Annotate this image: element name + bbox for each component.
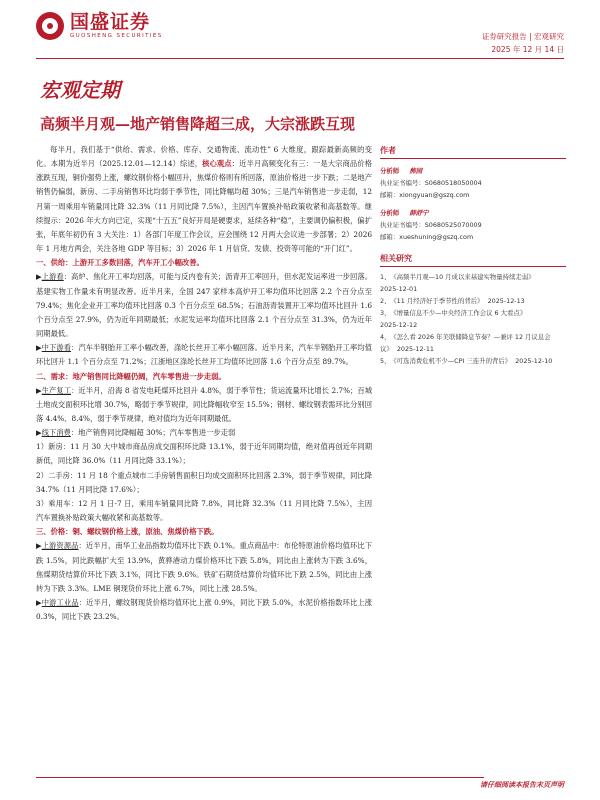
- report-type: 证券研究报告 | 宏观研究: [481, 32, 564, 41]
- section-supply-title: 一、供给：上游开工多数回落，汽车开工小幅改善。: [36, 258, 204, 268]
- report-date: 2025 年 12 月 14 日: [491, 45, 564, 54]
- core-label: 核心观点：: [202, 159, 240, 169]
- demand-newhouse-paragraph: 1）新房：11 月 30 大中城市商品房成交面积环比降 13.1%，弱于近年同期均值，绝对值再创近年同期新低，同比降 36.0%（11 月同比降 33.1%）；: [36, 442, 372, 466]
- supply-midstream-paragraph: ▶中下游看：汽车半钢胎开工率小幅改善，涤纶长丝开工率小幅回落。近半月来，汽车半钢胎开工率均值环比回升 1.1 个百分点至 71.2%；江浙地区涤纶长丝开工均值环比回落 1.6 个百分点至 89.7%。: [36, 343, 373, 367]
- logo-icon: [36, 12, 64, 40]
- core-text: 近半月高频变化有三：一是大宗商品价格涨跌互现，铜价强势上涨，螺纹钢价格小幅回升，焦煤价格则有所回落，原油价格进一步下跌；二是地产销售仍偏弱，新房、二手房销售环比均弱于季节性，同比降幅均超 30%；三是汽车销售进一步走弱，12 月第一周乘用车销量同比降 32.3%（11 月同比降 7.5%），主因汽车置换补贴政策收紧和高基数等。继续提示：2026 年大方向已定，实现“十五五”良好开局是硬要求，延续各种“稳”，主要调仍偏积极，偏扩张，年底年初仍有 3 大关注：1）各部门年度工作会议，应会围绕 12 月两大会议进一步部署；2）2026 年 1 月地方两会，关注各地 GDP 等目标；3）2026 年 1 月信贷、发债、投资等可能的“开门红”。: [36, 159, 372, 254]
- report-category: 宏观定期: [40, 78, 120, 102]
- main-body: [36, 143, 372, 624]
- related-item-4[interactable]: 4、 《怎么看 2026 年美联储降息节奏？—兼评 12 月议息会议》 2025-12-11: [380, 333, 551, 353]
- price-upstream-paragraph: ▶上游资源品：近半月，南华工业品指数均值环比下跌 0.1%。重点商品中：布伦特原油价格均值环比下跌 1.5%，同比跌幅扩大至 13.9%，黄骅港动力煤价格环比下跌 5.8%，同比由上涨转为下跌 3.6%，焦煤期货结算价环比下跌 3.1%，同比下跌 9.6%。铁矿石期货结算价均值环比下跌 2.5%，同比由上涨转为下跌 3.3%。LME 铜现货价环比上涨 6.7%，同比上涨 28.5%。: [36, 541, 373, 593]
- logo-name-cn: 国盛证券: [70, 11, 151, 33]
- demand-consumption-paragraph: ▶线下消费：地产销售同比降幅超 30%；汽车零售进一步走弱: [36, 428, 236, 438]
- related-item-2[interactable]: 2、 《11 月经济好于季节性的背后》 2025-12-13: [380, 297, 525, 305]
- price-midstream-paragraph: ▶中游工业品：近半月，螺纹钢现货价格均值环比上涨 0.9%，同比下跌 5.0%，水泥价格指数环比上涨 0.3%，同比下跌 23.2%。: [36, 598, 373, 622]
- related-item-1[interactable]: 1、 《高频半月观—10 月成以来基建实物量持续走弱》 2025-12-01: [380, 273, 535, 293]
- intro-paragraph: 每半月，我们基于“供给、需求、价格、库存、交通物流、流动性” 6 大维度，跟踪最新高频的变化。本期为近半月（2025.12.01—12.14）综述，核心观点：近半月高频变化有三：一是大宗商品价格涨跌互现，铜价强势上涨，螺纹钢价格小幅回升，焦煤价格则有所回落，原油价格进一步下跌；二是地产销售仍偏弱，新房、二手房销售环比均弱于季节性，同比降幅均超 30%；三是汽车销售进一步走弱，12 月第一周乘用车销量同比降 32.3%（11 月同比降 7.5%），主因汽车置换补贴政策收紧和高基数等。继续提示：2026 年大方向已定，实现“十五五”良好开局是硬要求，延续各种“稳”，主要调仍偏积极，偏扩张，年底年初仍有 3 大关注：1）各部门年度工作会议，应会围绕 12 月两大会议进一步部署；2）2026 年 1 月地方两会，关注各地 GDP 等目标；3）2026 年 1 月信贷、发债、投资等可能的“开门红”。: [36, 145, 372, 254]
- analyst-2-email[interactable]: 邮箱：xueshuning@gszq.com: [380, 233, 474, 241]
- company-logo: [36, 12, 163, 40]
- authors-heading: 作者: [380, 143, 566, 159]
- section-demand-title: 二、需求：地产销售同比降幅仍阔，汽车零售进一步走弱。: [36, 371, 226, 381]
- analyst-1-email[interactable]: 邮箱：xiongyuan@gszq.com: [380, 191, 470, 199]
- demand-production-paragraph: ▶生产复工：近半月，沿海 8 省发电耗煤环比回升 4.8%，弱于季节性；货运流量环比增长 2.7%；百城土地成交面积环比增 30.7%，略弱于季节规律，同比降幅收窄至 15.5%；钢材、螺纹钢表需环比分别回落 4.4%、8.4%，弱于季节规律，绝对值均为近年同期最低。: [36, 385, 373, 423]
- footer-disclaimer: 请仔细阅读本报告末页声明: [36, 780, 564, 790]
- logo-name-en: GUOSHENG SECURITIES: [70, 33, 163, 39]
- analyst-1-license: 执业证书编号：S0680518050004: [380, 179, 482, 187]
- analyst-2: 分析师 薛舒宁: [380, 209, 429, 217]
- sidebar: [380, 143, 566, 367]
- related-research-heading: 相关研究: [380, 251, 566, 267]
- related-item-3[interactable]: 3、 《增量信息不少—中央经济工作会议 6 大看点》 2025-12-12: [380, 309, 527, 329]
- related-item-5[interactable]: 5、 《可选消费危机不少—CPI 三连升的背后》 2025-12-10: [380, 357, 553, 365]
- analyst-2-license: 执业证书编号：S0680525070009: [380, 221, 482, 229]
- analyst-1: 分析师 熊园: [380, 167, 423, 175]
- section-price-title: 三、价格：铜、螺纹钢价格上涨，原油、焦煤价格下跌。: [36, 527, 219, 537]
- report-title: 高频半月观—地产销售降超三成，大宗涨跌互现: [40, 115, 356, 133]
- demand-cars-paragraph: 3）乘用车：12 月 1 日-7 日，乘用车销量同比降 7.8%，同比降 32.3%（11 月同比降 7.5%），主因汽车置换补贴政策大幅收紧和高基数等。: [36, 498, 372, 523]
- demand-secondhand-paragraph: 2）二手房：11 月 18 个重点城市二手房销售面积日均成交面积环比回落 2.3%，弱于季节规律，同比降 34.7%（11 月同比降 17.6%）；: [36, 470, 372, 494]
- supply-upstream-paragraph: ▶上游看：高炉、焦化开工率均回落，可能与反内卷有关；沥青开工率回升，但水泥发运率进一步回落。基建实物工作量未有明显改善。近半月来，全国 247 家样本高炉开工率均值环比回落 2.2 个百分点至 79.4%；焦化企业开工率均值环比回落 0.3 个百分点至 68.5%；石油沥青装置开工率均值环比回升 1.6 个百分点至 27.9%，仍为近年同期最低；水泥发运率均值环比回落 2.1 个百分点至 31.3%，仍为近年同期最低。: [36, 272, 373, 339]
- report-header: [0, 0, 600, 60]
- header-divider: [36, 58, 564, 59]
